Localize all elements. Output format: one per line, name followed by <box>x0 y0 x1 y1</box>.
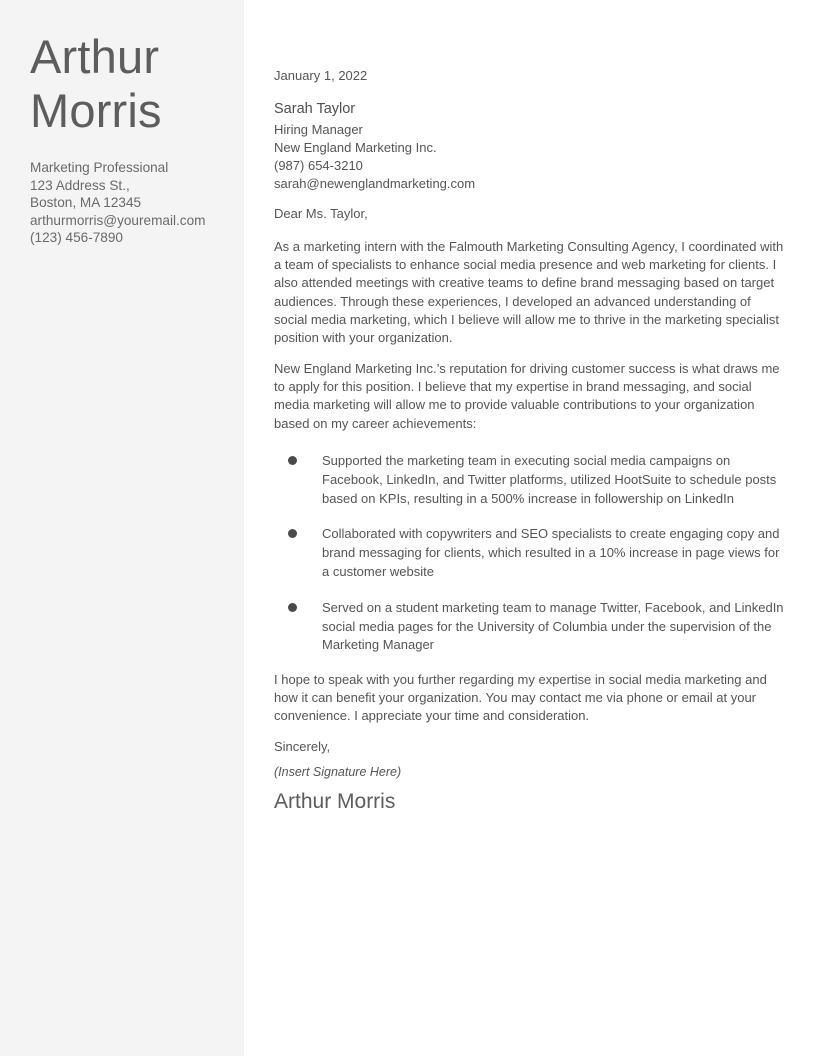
sidebar <box>0 0 244 1056</box>
letter-date: January 1, 2022 <box>274 68 368 83</box>
achievement-text: Served on a student marketing team to manage Twitter, Facebook, and LinkedIn social media pages for the University of Columbia under the supervision of the Marketing Manager <box>322 599 784 653</box>
list-item <box>274 525 786 581</box>
sender-last-name: Morris <box>30 84 162 137</box>
recipient-name: Sarah Taylor <box>274 101 356 117</box>
recipient-phone: (987) 654-3210 <box>274 158 363 173</box>
sender-address-line1: 123 Address St., <box>30 177 130 193</box>
recipient-company: New England Marketing Inc. <box>274 140 437 155</box>
sender-email: arthurmorris@youremail.com <box>30 212 206 228</box>
paragraph-closing: I hope to speak with you further regarding my expertise in social media marketing and how it can benefit your organization. You may contact me via phone or email at your convenience. I appreciate your time and consideration. <box>274 672 767 724</box>
recipient-details <box>274 121 475 193</box>
achievement-list <box>274 452 786 672</box>
closing: Sincerely, <box>274 739 331 754</box>
sender-address-line2: Boston, MA 12345 <box>30 195 142 210</box>
paragraph-motivation: New England Marketing Inc.’s reputation for driving customer success is what draws me to apply for this position. I believe that my expertise in brand messaging, and social media marketing will allow me to provide valuable contributions to your organization based on my career achievements: <box>274 361 780 431</box>
sender-title: Marketing Professional <box>30 160 169 175</box>
recipient-email: sarah@newenglandmarketing.com <box>274 176 476 191</box>
list-item <box>274 599 786 655</box>
salutation: Dear Ms. Taylor, <box>274 206 368 221</box>
sender-first-name: Arthur <box>30 30 160 83</box>
signature-placeholder: (Insert Signature Here) <box>274 765 402 779</box>
achievement-text: Supported the marketing team in executing social media campaigns on Facebook, LinkedIn, and Twitter platforms, utilized HootSuite to schedule posts based on KPIs, resulting in a 500% increase in followership on LinkedIn <box>322 453 777 506</box>
list-item <box>274 452 786 508</box>
signed-name: Arthur Morris <box>274 790 396 813</box>
bullet-dot-icon <box>288 456 297 465</box>
achievement-text: Collaborated with copywriters and SEO specialists to create engaging copy and brand messaging for clients, which resulted in a 10% increase in page views for a customer website <box>322 526 780 579</box>
recipient-title: Hiring Manager <box>274 122 363 137</box>
bullet-dot-icon <box>288 603 297 612</box>
sender-phone: (123) 456-7890 <box>30 230 123 245</box>
sender-contact-block <box>30 159 205 247</box>
bullet-dot-icon <box>288 529 297 538</box>
paragraph-intro: As a marketing intern with the Falmouth Marketing Consulting Agency, I coordinated with a team of specialists to enhance social media presence and web marketing for clients. I also attended meetings with creative teams to define brand messaging based on target audiences. Through these experiences, I developed an advanced understanding of social media marketing, which I believe will allow me to thrive in the marketing specialist position with your organization. <box>274 239 784 346</box>
